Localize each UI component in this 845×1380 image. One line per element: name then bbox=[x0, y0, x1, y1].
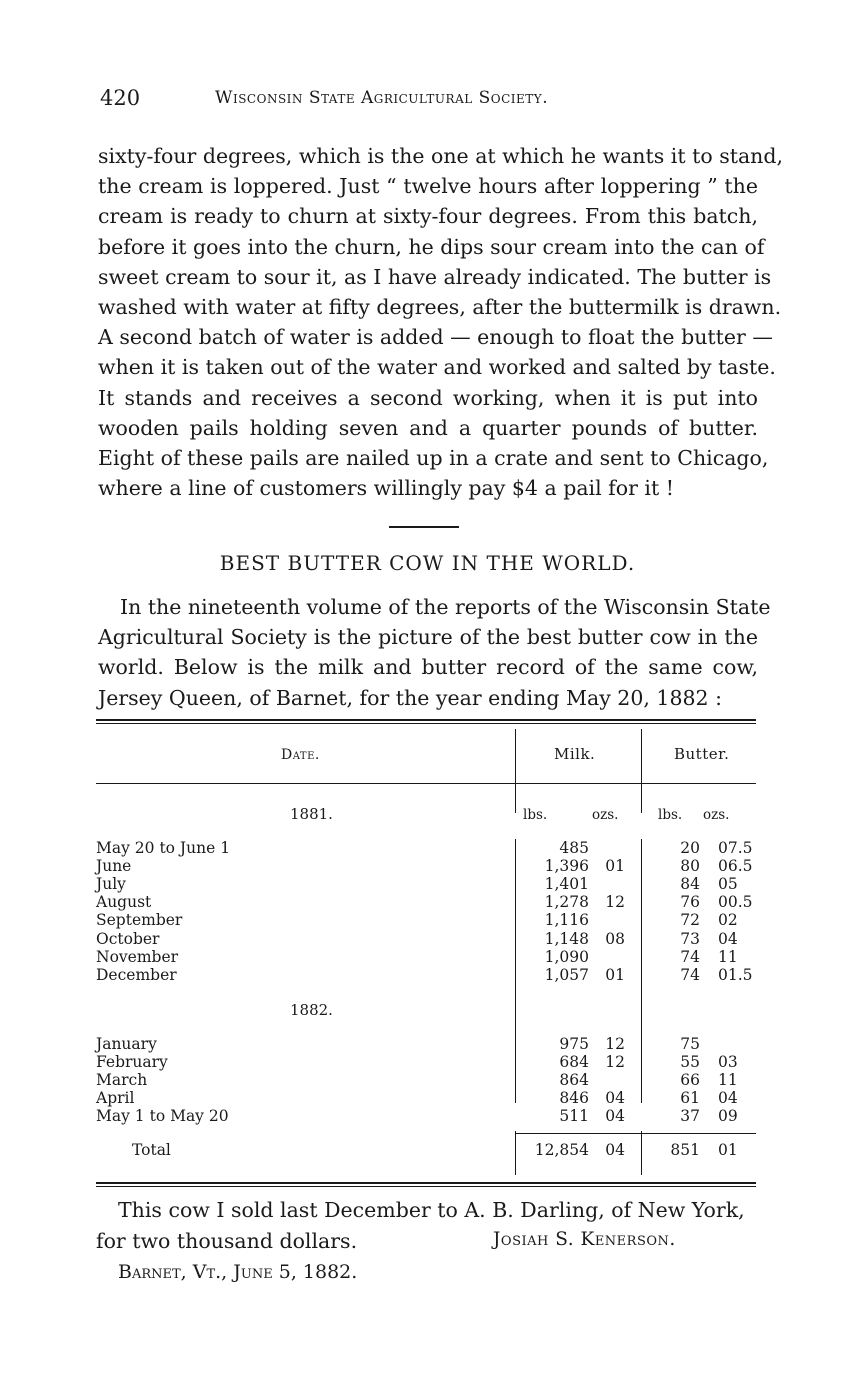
butter-ozs-cell: 01.5 bbox=[718, 965, 753, 984]
row-label: February bbox=[96, 1053, 172, 1071]
row-label: September bbox=[96, 911, 186, 929]
butter-ozs-cell: 11 bbox=[718, 947, 738, 966]
milk-lbs-cell: 511 bbox=[559, 1107, 589, 1126]
butter-lbs-cell: 20 bbox=[680, 839, 700, 857]
butter-ozs-cell: 02 bbox=[718, 911, 738, 930]
butter-ozs-cell: 06.5 bbox=[718, 857, 753, 876]
year-heading: 1881. bbox=[290, 805, 333, 823]
dateline: Barnet, Vt., June 5, 1882. bbox=[118, 1261, 358, 1283]
milk-ozs-cell: 01 bbox=[605, 857, 625, 876]
milk-ozs-cell: 08 bbox=[605, 929, 625, 948]
milk-lbs-cell: 1,278 bbox=[544, 893, 589, 912]
text-line: sweet cream to sour it, as I have already indicated. The butter is bbox=[98, 264, 772, 289]
butter-lbs-cell: 37 bbox=[680, 1107, 700, 1126]
table-row bbox=[96, 965, 509, 986]
butter-column-header: Butter. bbox=[674, 745, 730, 763]
milk-lbs-cell: 975 bbox=[559, 1035, 589, 1053]
milk-lbs-cell: 1,396 bbox=[544, 857, 589, 876]
butter-ozs-cell: 00.5 bbox=[718, 893, 753, 912]
butter-ozs-unit: ozs. bbox=[703, 807, 730, 823]
text-line: when it is taken out of the water and worked and salted by taste. bbox=[98, 355, 776, 380]
signature: Josiah S. Kenerson. bbox=[493, 1229, 676, 1250]
milk-ozs-cell: 12 bbox=[605, 893, 625, 912]
milk-ozs-cell: 04 bbox=[605, 1141, 625, 1159]
milk-lbs-cell: 864 bbox=[559, 1071, 589, 1090]
page-header bbox=[100, 86, 755, 116]
text-line: It stands and receives a second working, when it is put into bbox=[98, 385, 758, 410]
page-number: 420 bbox=[100, 86, 141, 110]
milk-ozs-cell: 04 bbox=[605, 1107, 625, 1126]
row-label: July bbox=[96, 875, 130, 893]
row-label: Total bbox=[132, 1141, 175, 1159]
butter-ozs-cell: 04 bbox=[718, 1089, 738, 1108]
row-label: May 20 to June 1 bbox=[96, 839, 234, 857]
intro-paragraph bbox=[98, 592, 771, 713]
text-line: where a line of customers willingly pay $4 a pail for it ! bbox=[98, 476, 674, 501]
text-line: washed with water at fifty degrees, after the buttermilk is drawn. bbox=[98, 295, 782, 320]
table-row bbox=[96, 877, 509, 895]
table-bottom-rule bbox=[96, 1182, 756, 1187]
butter-lbs-cell: 851 bbox=[670, 1141, 700, 1159]
milk-butter-record-table bbox=[96, 719, 756, 1189]
table-row bbox=[96, 1073, 509, 1091]
milk-ozs-unit: ozs. bbox=[592, 807, 619, 823]
table-row bbox=[96, 859, 509, 877]
text-line: Agricultural Society is the picture of the best butter cow in the bbox=[98, 625, 758, 650]
text-line: world. Below is the milk and butter record of the same cow, bbox=[98, 655, 758, 680]
table-row bbox=[96, 1055, 509, 1073]
running-title: Wisconsin State Agricultural Society. bbox=[215, 88, 549, 108]
butter-ozs-cell: 05 bbox=[718, 875, 738, 894]
text-line: Eight of these pails are nailed up in a crate and sent to Chicago, bbox=[98, 446, 769, 471]
butter-lbs-cell: 84 bbox=[680, 875, 700, 894]
milk-lbs-cell: 1,401 bbox=[544, 875, 589, 894]
table-row bbox=[96, 841, 509, 859]
row-label: January bbox=[96, 1035, 161, 1053]
closing-line-1: This cow I sold last December to A. B. Darling, of New York, bbox=[118, 1198, 745, 1222]
milk-lbs-cell: 846 bbox=[559, 1089, 589, 1108]
butter-lbs-cell: 74 bbox=[680, 947, 700, 966]
milk-lbs-cell: 1,057 bbox=[544, 965, 589, 984]
date-column-header: Date. bbox=[281, 747, 320, 763]
text-line: cream is ready to churn at sixty-four degrees. From this batch, bbox=[98, 204, 758, 229]
total-row bbox=[132, 1143, 509, 1161]
milk-ozs-cell: 04 bbox=[605, 1089, 625, 1108]
row-label: October bbox=[96, 930, 163, 948]
table-top-rule bbox=[96, 719, 756, 724]
year-heading: 1882. bbox=[290, 1001, 333, 1019]
table-row bbox=[96, 1109, 509, 1127]
text-line: In the nineteenth volume of the reports of the Wisconsin State bbox=[120, 595, 771, 619]
milk-lbs-cell: 1,116 bbox=[544, 911, 589, 930]
butter-lbs-cell: 74 bbox=[680, 965, 700, 984]
butter-ozs-cell: 01 bbox=[718, 1141, 738, 1159]
milk-lbs-unit: lbs. bbox=[523, 807, 548, 823]
closing-line-2: for two thousand dollars. bbox=[96, 1229, 358, 1253]
butter-ozs-cell: 03 bbox=[718, 1053, 738, 1072]
text-line: Jersey Queen, of Barnet, for the year ending May 20, 1882 : bbox=[98, 685, 723, 710]
section-title: BEST BUTTER COW IN THE WORLD. bbox=[219, 551, 636, 575]
butter-lbs-cell: 61 bbox=[680, 1089, 700, 1108]
column-divider bbox=[641, 729, 642, 813]
text-line: A second batch of water is added — enough to float the butter — bbox=[98, 325, 773, 350]
milk-lbs-cell: 485 bbox=[559, 839, 589, 857]
milk-ozs-cell: 12 bbox=[605, 1053, 625, 1072]
text-line: wooden pails holding seven and a quarter pounds of butter. bbox=[98, 415, 758, 440]
text-line: the cream is loppered. Just “ twelve hours after loppering ” the bbox=[98, 174, 758, 199]
row-label: April bbox=[96, 1089, 138, 1107]
row-label: December bbox=[96, 966, 181, 984]
row-label: May 1 to May 20 bbox=[96, 1107, 233, 1125]
butter-lbs-cell: 66 bbox=[680, 1071, 700, 1090]
butter-ozs-cell: 11 bbox=[718, 1071, 738, 1090]
column-divider bbox=[515, 1131, 516, 1175]
milk-ozs-cell: 12 bbox=[605, 1035, 625, 1053]
total-rule bbox=[515, 1133, 756, 1134]
row-label: August bbox=[96, 893, 155, 911]
row-label: November bbox=[96, 948, 182, 966]
butter-lbs-cell: 80 bbox=[680, 857, 700, 876]
milk-lbs-cell: 12,854 bbox=[534, 1141, 589, 1159]
butter-ozs-cell: 07.5 bbox=[718, 839, 753, 857]
text-line: sixty-four degrees, which is the one at which he wants it to stand, bbox=[98, 144, 784, 168]
row-label: March bbox=[96, 1071, 151, 1089]
continuation-paragraph bbox=[98, 141, 784, 503]
milk-ozs-cell: 01 bbox=[605, 965, 625, 984]
butter-lbs-cell: 72 bbox=[680, 911, 700, 930]
milk-lbs-cell: 1,148 bbox=[544, 929, 589, 948]
column-divider bbox=[515, 729, 516, 813]
butter-ozs-cell: 09 bbox=[718, 1107, 738, 1126]
header-rule bbox=[96, 783, 756, 784]
column-divider bbox=[641, 1131, 642, 1175]
butter-lbs-cell: 55 bbox=[680, 1053, 700, 1072]
section-divider bbox=[389, 526, 459, 528]
column-divider bbox=[641, 839, 642, 1103]
butter-lbs-cell: 76 bbox=[680, 893, 700, 912]
text-line: before it goes into the churn, he dips sour cream into the can of bbox=[98, 234, 765, 259]
butter-ozs-cell: 04 bbox=[718, 929, 738, 948]
row-label: June bbox=[96, 857, 135, 875]
column-divider bbox=[515, 839, 516, 1103]
butter-lbs-cell: 75 bbox=[680, 1035, 700, 1053]
butter-lbs-cell: 73 bbox=[680, 929, 700, 948]
milk-lbs-cell: 1,090 bbox=[544, 947, 589, 966]
milk-column-header: Milk. bbox=[554, 745, 596, 763]
milk-lbs-cell: 684 bbox=[559, 1053, 589, 1072]
butter-lbs-unit: lbs. bbox=[658, 807, 683, 823]
